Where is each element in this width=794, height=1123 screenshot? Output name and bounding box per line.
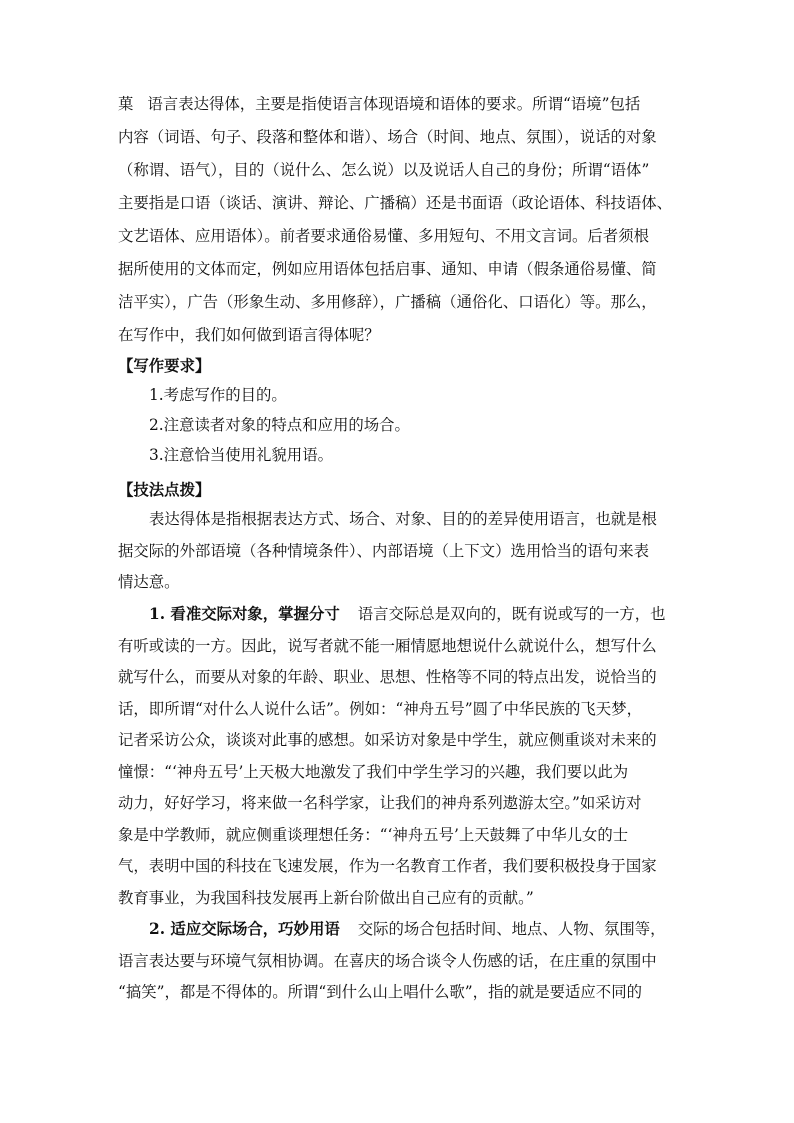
intro-text-0: 语言表达得体，主要是指使语言体现语境和语体的要求。所谓“语境”包括	[147, 95, 641, 113]
point1-line-8: 气，表明中国的科技在飞速发展，作为一名教育工作者，我们要积极投身于国家	[118, 857, 657, 875]
point1-title: 1. 看准交际对象，掌握分寸	[149, 605, 340, 623]
point1-line-4: 记者采访公众，谈谈对此事的感想。如采访对象是中学生，就应侧重谈对未来的	[118, 731, 657, 749]
requirement-item-2: 2.注意读者对象的特点和应用的场合。	[149, 416, 410, 434]
point1-line-1: 有听或读的一方。因此，说写者就不能一厢情愿地想说什么就说什么，想写什么	[118, 637, 657, 655]
point1-line-6: 动力，好好学习，将来做一名科学家，让我们的神舟系列遨游太空。”如采访对	[118, 794, 642, 812]
intro-line-2: （称谓、语气），目的（说什么、怎么说）以及说话人自己的身份；所谓“语体”	[118, 161, 650, 179]
intro-line-5: 据所使用的文体而定，例如应用语体包括启事、通知、申请（假条通俗易懂、简	[118, 260, 657, 278]
requirement-item-1: 1.考虑写作的目的。	[149, 386, 287, 404]
point2-first-line	[149, 919, 666, 939]
point1-line-5: 憧憬：“‘神舟五号’上天极大地激发了我们中学生学习的兴趣，我们要以此为	[118, 763, 629, 781]
intro-mark: 菓	[118, 95, 134, 113]
point2-text-0: 交际的场合包括时间、地点、人物、氛围等，	[357, 920, 666, 938]
tips-intro-line-1: 据交际的外部语境（各种情境条件）、内部语境（上下文）选用恰当的语句来表	[118, 542, 649, 560]
intro-line-6: 洁平实），广告（形象生动、多用修辞），广播稿（通俗化、口语化）等。那么，	[118, 293, 657, 311]
intro-line-7: 在写作中，我们如何做到语言得体呢？	[118, 326, 380, 344]
point1-line-2: 就写什么，而要从对象的年龄、职业、思想、性格等不同的特点出发，说恰当的	[118, 668, 657, 686]
point2-line-2: “搞笑”，都是不得体的。所谓“到什么山上唱什么歌”，指的就是要适应不同的	[118, 983, 642, 1001]
point2-line-1: 语言表达要与环境气氛相协调。在喜庆的场合谈令人伤感的话，在庄重的氛围中	[118, 952, 657, 970]
point2-title: 2. 适应交际场合，巧妙用语	[149, 920, 340, 938]
point1-line-9: 教育事业，为我国科技发展再上新台阶做出自己应有的贡献。”	[118, 889, 534, 907]
point1-line-7: 象是中学教师，就应侧重谈理想任务：“‘神舟五号’上天鼓舞了中华儿女的士	[118, 826, 629, 844]
tips-intro-line-2: 情达意。	[118, 573, 180, 591]
tips-intro-line-0: 表达得体是指根据表达方式、场合、对象、目的的差异使用语言，也就是根	[149, 510, 657, 528]
intro-line-3: 主要指是口语（谈话、演讲、辩论、广播稿）还是书面语（政论语体、科技语体、	[118, 194, 673, 212]
intro-line-0	[118, 94, 640, 114]
intro-line-1: 内容（词语、句子、段落和整体和谐）、场合（时间、地点、氛围），说话的对象	[118, 128, 657, 146]
point1-text-0: 语言交际总是双向的，既有说或写的一方，也	[357, 605, 666, 623]
intro-line-4: 文艺语体、应用语体）。前者要求通俗易懂、多用短句、不用文言词。后者须根	[118, 227, 649, 245]
point1-first-line	[149, 604, 666, 624]
requirement-item-3: 3.注意恰当使用礼貌用语。	[149, 446, 333, 464]
tips-heading: 【技法点拨】	[118, 481, 211, 499]
requirements-heading: 【写作要求】	[118, 357, 211, 375]
point1-line-3: 话，即所谓“对什么人说什么话”。例如：“神舟五号”圆了中华民族的飞天梦，	[118, 700, 642, 718]
